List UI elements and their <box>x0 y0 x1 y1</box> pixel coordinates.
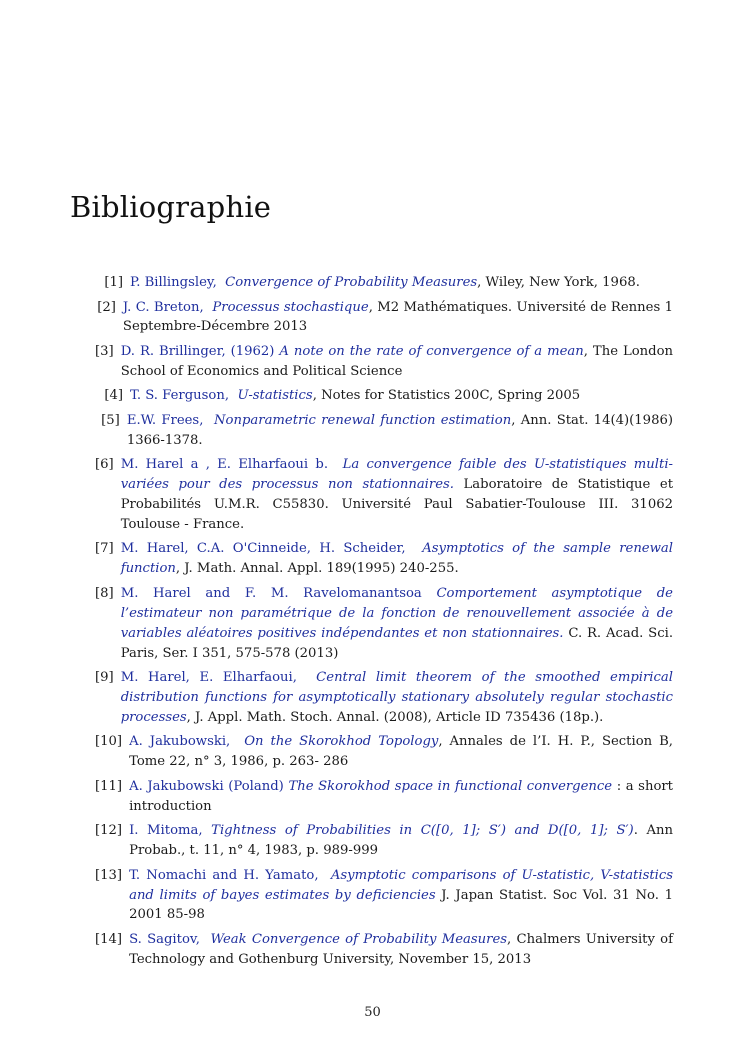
bib-details: . Ann Probab., t. 11, n° 4, 1983, p. 989-999 <box>129 823 673 859</box>
bib-label: [9] <box>95 670 114 686</box>
bib-label: [5] <box>101 412 120 428</box>
bib-label: [8] <box>95 585 114 601</box>
bib-label: [7] <box>95 541 114 557</box>
bib-label: [14] <box>95 931 123 947</box>
bib-author[interactable]: T. Nomachi and H. Yamato, <box>129 867 319 883</box>
bib-details: Laboratoire de Statistique et Probabilités U.M.R. C55830. Université Paul Sabatier-Toulouse III. 31062 Toulouse - France. <box>120 477 673 532</box>
bib-entry <box>95 821 673 861</box>
bib-title[interactable]: Asymptotics of the sample renewal function <box>120 541 673 577</box>
bib-entry <box>95 777 673 817</box>
bib-author[interactable]: T. S. Ferguson, <box>130 388 230 404</box>
bib-title[interactable]: Weak Convergence of Probability Measures <box>210 931 508 947</box>
bib-details: , Ann. Stat. 14(4)(1986) 1366-1378. <box>126 412 673 448</box>
bib-title[interactable]: Nonparametric renewal function estimation <box>213 412 512 428</box>
bib-details: , Annales de l’I. H. P., Section B, Tome 22, n° 3, 1986, p. 263- 286 <box>129 734 673 770</box>
bib-title[interactable]: U-statistics <box>237 388 313 404</box>
bib-entry <box>95 455 673 535</box>
bib-author[interactable]: J. C. Breton, <box>122 299 204 315</box>
bib-label: [11] <box>95 778 123 794</box>
bib-details: J. Japan Statist. Soc Vol. 31 No. 1 2001 85-98 <box>129 887 673 923</box>
bib-label: [6] <box>95 457 114 473</box>
bib-title[interactable]: La convergence faible des U-statistiques multi-variées pour des processus non stationnaires. <box>120 457 673 493</box>
bib-entry <box>95 539 673 579</box>
bib-author[interactable]: A. Jakubowski, <box>129 734 231 750</box>
page-number: 50 <box>364 1005 381 1020</box>
bib-author[interactable]: D. R. Brillinger, (1962) <box>120 343 275 359</box>
bib-details: , Wiley, New York, 1968. <box>477 275 640 290</box>
bib-title[interactable]: Tightness of Probabilities in C([0, 1]; S′) and D([0, 1]; S′) <box>211 823 634 839</box>
bib-author[interactable]: M. Harel, C.A. O'Cinneide, H. Scheider, <box>120 541 406 557</box>
bib-details: , J. Appl. Math. Stoch. Annal. (2008), Article ID 735436 (18p.). <box>186 709 604 725</box>
bib-title[interactable]: Processus stochastique <box>212 299 369 315</box>
bib-label: [1] <box>104 275 123 290</box>
bib-title[interactable]: Central limit theorem of the smoothed empirical distribution functions for asymptotically stationary absolutely regular stochastic processes <box>120 670 673 725</box>
bib-details: : a short introduction <box>129 778 673 814</box>
bib-entry <box>95 930 673 970</box>
bib-title[interactable]: Comportement asymptotique de l’estimateur non paramétrique de la fonction de renouvellement associée à de variables aléatoires positives indépendantes et non stationnaires. <box>120 585 673 641</box>
bib-author[interactable]: E.W. Frees, <box>126 412 204 428</box>
bib-details: C. R. Acad. Sci. Paris, Ser. I 351, 575-578 (2013) <box>120 625 674 661</box>
bib-label: [3] <box>95 343 114 359</box>
bib-entry <box>95 584 673 664</box>
bib-title[interactable]: A note on the rate of convergence of a mean <box>279 343 584 359</box>
bib-label: [10] <box>95 734 123 750</box>
bib-entry <box>95 668 673 728</box>
bib-entry <box>95 866 673 926</box>
bib-author[interactable]: I. Mitoma, <box>129 823 203 839</box>
bib-title[interactable]: The Skorokhod space in functional convergence <box>288 778 613 794</box>
page-title: Bibliographie <box>70 190 272 224</box>
bib-details: , The London School of Economics and Political Science <box>120 343 674 379</box>
bib-author[interactable]: A. Jakubowski (Poland) <box>129 778 284 794</box>
bib-details: , Notes for Statistics 200C, Spring 2005 <box>312 388 581 404</box>
bib-label: [2] <box>97 299 116 315</box>
bib-title[interactable]: Convergence of Probability Measures <box>225 275 478 290</box>
bib-author[interactable]: P. Billingsley, <box>130 275 217 290</box>
bib-details: , J. Math. Annal. Appl. 189(1995) 240-255. <box>175 561 459 577</box>
bib-author[interactable]: M. Harel and F. M. Ravelomanantsoa <box>120 585 422 601</box>
bib-entry <box>95 386 673 406</box>
bib-author[interactable]: M. Harel a , E. Elharfaoui b. <box>120 457 329 473</box>
bib-author[interactable]: M. Harel, E. Elharfaoui, <box>120 670 297 686</box>
bib-details: , M2 Mathématiques. Université de Rennes 1 Septembre-Décembre 2013 <box>122 299 673 335</box>
bib-label: [4] <box>104 388 123 404</box>
bib-title[interactable]: Asymptotic comparisons of U-statistic, V-statistics and limits of bayes estimates by deficiencies <box>129 867 674 903</box>
bib-entry <box>95 298 673 338</box>
bib-author[interactable]: S. Sagitov, <box>129 931 200 947</box>
bib-entry <box>95 732 673 772</box>
bib-entry <box>95 273 673 293</box>
bib-entry <box>95 342 673 382</box>
bib-details: , Chalmers University of Technology and Gothenburg University, November 15, 2013 <box>129 931 673 967</box>
bibliography-list <box>95 273 673 974</box>
bib-label: [12] <box>95 823 123 839</box>
bib-title[interactable]: On the Skorokhod Topology <box>244 734 439 750</box>
bib-label: [13] <box>95 867 123 883</box>
bib-entry <box>95 411 673 451</box>
